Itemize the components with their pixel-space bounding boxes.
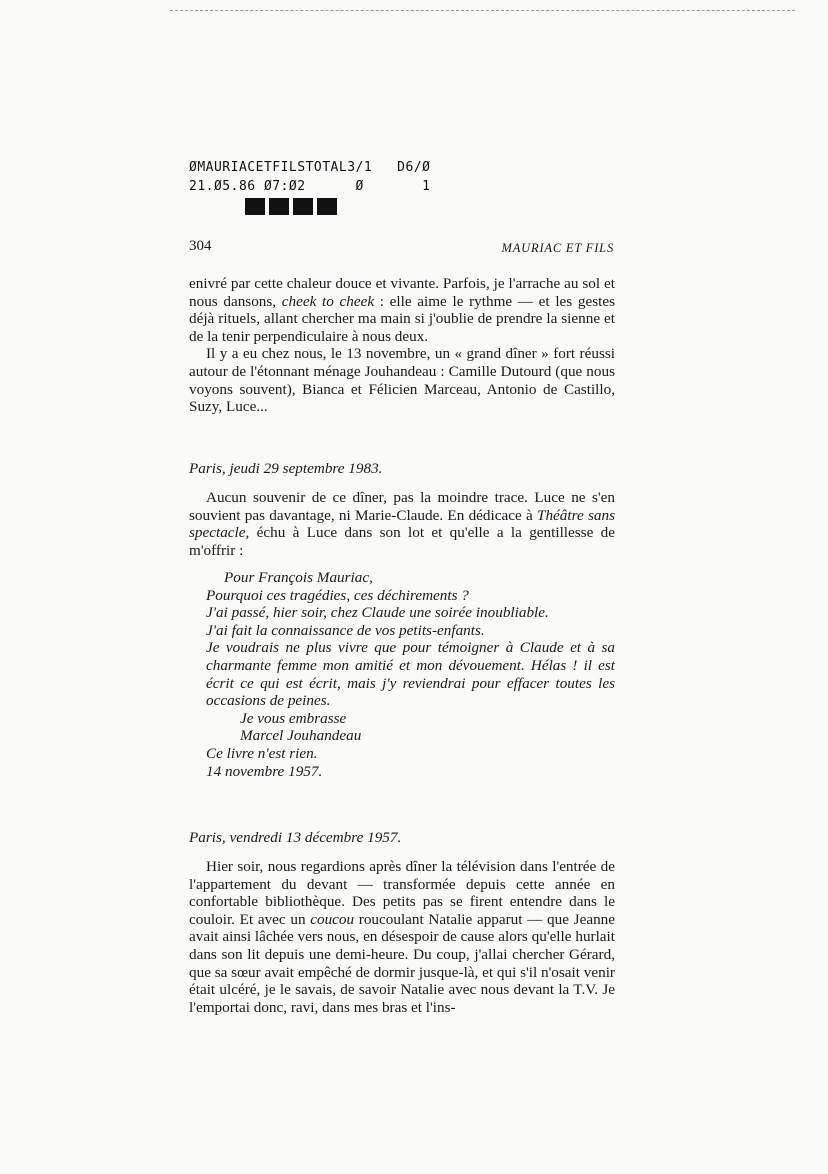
dedication-line: J'ai passé, hier soir, chez Claude une soirée inoubliable. bbox=[206, 604, 549, 622]
typesetting-slug-line-2: 21.Ø5.86 Ø7:Ø2 Ø 1 bbox=[189, 179, 431, 194]
registration-block bbox=[293, 198, 313, 215]
text-run: roucoulant Natalie apparut — que Jeanne avait ainsi lâchée vers nous, en désespoir de cause alors qu'elle hurlait dans son lit depuis une demi-heure. Du coup, j'allai chercher Gérard, que sa sœur avait empêché de dormir jusque-là, et qui s'il n'osait venir était ulcéré, je le savais, de savoir Natalie avec nous devant la T.V. Je l'emportai donc, ravi, dans mes bras et l'ins- bbox=[189, 910, 615, 1016]
paragraph bbox=[189, 275, 615, 345]
registration-block bbox=[269, 198, 289, 215]
dedication-date: 14 novembre 1957. bbox=[206, 762, 323, 780]
text-run: Aucun souvenir de ce dîner, pas la moindre trace. Luce ne s'en souvient pas davantage, ni Marie-Claude. En dédicace à bbox=[189, 489, 615, 524]
italic-word: coucou bbox=[310, 910, 355, 928]
dedication-signature: Marcel Jouhandeau bbox=[240, 727, 362, 745]
text-run: : elle aime le rythme — et les gestes déjà rituels, allant chercher ma main si j'oublie de prendre la sienne et de la tenir perpendiculaire à nous deux. bbox=[189, 292, 615, 345]
book-title: Théâtre sans spectacle, bbox=[189, 506, 615, 542]
dedication-quote bbox=[206, 569, 615, 780]
dedication-line: Je voudrais ne plus vivre que pour témoigner à Claude et à sa charmante femme mon amitié et mon dévouement. Hélas ! il est écrit ce qui est écrit, mais j'y reviendrai pour effacer toutes les occasions de peines. bbox=[206, 639, 615, 710]
registration-block bbox=[317, 198, 337, 215]
registration-block bbox=[245, 198, 265, 215]
dateline-1957: Paris, vendredi 13 décembre 1957. bbox=[189, 829, 402, 846]
text-run: Hier soir, nous regardions après dîner la télévision dans l'entrée de l'appartement du devant — transformée depuis cette année en confortable bibliothèque. Des petits pas se firent entendre dans le couloir. Et avec un bbox=[189, 858, 615, 928]
dedication-line: Pour François Mauriac, bbox=[224, 569, 373, 586]
italic-phrase: cheek to cheek bbox=[281, 292, 375, 310]
typesetting-slug-line-1: ØMAURIACETFILSTOTAL3/1 D6/Ø bbox=[189, 160, 431, 175]
paragraph bbox=[189, 489, 615, 559]
dedication-line: J'ai fait la connaissance de vos petits-enfants. bbox=[206, 621, 485, 639]
text-block-entry2 bbox=[189, 858, 615, 1016]
dedication-line: Je vous embrasse bbox=[240, 709, 347, 727]
text-block-top bbox=[189, 275, 615, 416]
dedication-line: Pourquoi ces tragédies, ces déchirements ? bbox=[206, 586, 469, 604]
dedication-line: Ce livre n'est rien. bbox=[206, 744, 318, 762]
dateline-1983: Paris, jeudi 29 septembre 1983. bbox=[189, 460, 383, 477]
registration-marks bbox=[245, 198, 337, 215]
page-number: 304 bbox=[189, 238, 212, 254]
running-head: MAURIAC ET FILS bbox=[501, 241, 614, 255]
paragraph bbox=[189, 858, 615, 1016]
scan-edge-line bbox=[170, 10, 795, 11]
text-run: échu à Luce dans son lot et qu'elle a la gentillesse de m'offrir : bbox=[189, 524, 615, 559]
text-run: enivré par cette chaleur douce et vivante. Parfois, je l'arrache au sol et nous dansons, bbox=[189, 275, 615, 310]
text-block-entry1 bbox=[189, 489, 615, 559]
paragraph: Il y a eu chez nous, le 13 novembre, un « grand dîner » fort réussi autour de l'étonnant ménage Jouhandeau : Camille Dutourd (que nous voyons souvent), Bianca et Félicien Marceau, Antonio de Castillo, Suzy, Luce... bbox=[189, 345, 615, 416]
